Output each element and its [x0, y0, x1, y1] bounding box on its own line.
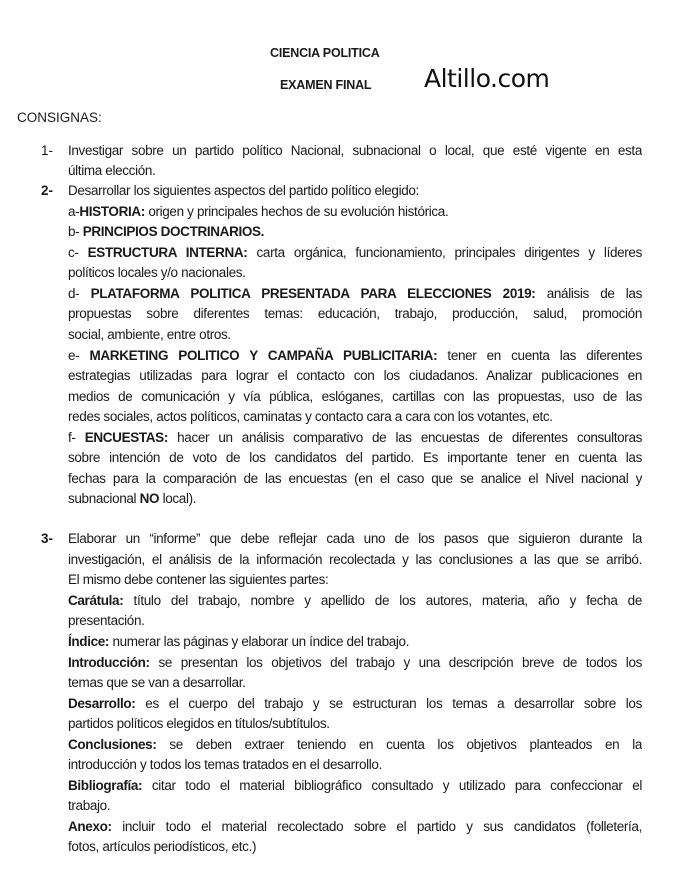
subitem-prefix: d- — [68, 286, 91, 301]
item-3-intro: El mismo debe contener las siguientes partes: — [68, 572, 329, 587]
subitem-prefix: f- — [68, 430, 85, 445]
part-text: incluir todo el material recolectado sobre el partido y sus candidatos (folletería, — [111, 819, 642, 834]
part-caratula-line: presentación. — [68, 613, 145, 628]
subitem-d-line: propuestas sobre diferentes temas: educación, trabajo, producción, salud, promoción — [68, 306, 642, 321]
part-bibliografia — [68, 776, 642, 797]
subitem-e-line: medios de comunicación y vía pública, eslóganes, cartillas con las propuestas, uso de las — [68, 389, 642, 404]
subitem-f-last — [68, 489, 642, 510]
part-conclusiones-line: introducción y todos los temas tratados en el desarrollo. — [68, 757, 382, 772]
subitem-a — [68, 202, 642, 223]
subitem-text: análisis de las — [535, 286, 642, 301]
part-label: Anexo: — [68, 819, 112, 834]
item-1-line: última elección. — [68, 163, 156, 178]
part-text: título del trabajo, nombre y apellido de los autores, materia, año y fecha de — [123, 593, 642, 608]
part-introduccion-line: temas que se van a desarrollar. — [68, 675, 246, 690]
item-number: 3- — [41, 531, 54, 546]
item-number: 2- — [41, 183, 54, 198]
subitem-f-line: sobre intención de voto de los candidatos del partido. Es importante tener en cuenta las — [68, 450, 642, 465]
subitem-label: MARKETING POLITICO Y CAMPAÑA PUBLICITARIA: — [89, 348, 438, 363]
subitem-prefix: e- — [68, 348, 90, 363]
item-1-line: Investigar sobre un partido político Nacional, subnacional o local, que esté vigente en esta — [68, 143, 642, 158]
subitem-label: ENCUESTAS: — [84, 430, 168, 445]
document-subtitle: EXAMEN FINAL — [280, 78, 372, 92]
part-bibliografia-line: trabajo. — [68, 798, 111, 813]
document-title: CIENCIA POLITICA — [270, 46, 380, 60]
item-3-intro: investigación, el análisis de la información recolectada y las conclusiones a las que se arribó. — [68, 552, 642, 567]
subitem-label: HISTORIA: — [79, 204, 145, 219]
subitem-text: hacer un análisis comparativo de las encuestas de diferentes consultoras — [167, 430, 642, 445]
subitem-text: carta orgánica, funcionamiento, principales dirigentes y líderes — [247, 245, 642, 260]
consignas-label: CONSIGNAS: — [17, 110, 102, 125]
subitem-label: PRINCIPIOS DOCTRINARIOS. — [82, 224, 265, 239]
subitem-d-line: social, ambiente, entre otros. — [68, 327, 231, 342]
subitem-prefix: a- — [68, 204, 80, 219]
part-label: Conclusiones: — [68, 737, 157, 752]
subitem-c-line: políticos locales y/o nacionales. — [68, 265, 246, 280]
subitem-prefix: b- — [68, 224, 83, 239]
subitem-prefix: c- — [68, 245, 88, 260]
part-text: se deben extraer teniendo en cuenta los objetivos planteados en la — [156, 737, 642, 752]
subitem-c — [68, 243, 642, 264]
subitem-label: PLATAFORMA POLITICA PRESENTADA PARA ELECCIONES 2019: — [90, 286, 536, 301]
part-desarrollo-line: partidos políticos elegidos en títulos/subtítulos. — [68, 716, 330, 731]
part-desarrollo — [68, 694, 642, 715]
subitem-text: local). — [159, 491, 197, 506]
part-conclusiones — [68, 735, 642, 756]
part-text: se presentan los objetivos del trabajo y una descripción breve de todos los — [149, 655, 642, 670]
watermark-logo: Altillo.com — [424, 64, 550, 93]
part-text: es el cuerpo del trabajo y se estructuran los temas a desarrollar sobre los — [135, 696, 642, 711]
subitem-label: ESTRUCTURA INTERNA: — [87, 245, 248, 260]
subitem-e — [68, 346, 642, 367]
item-3-intro: Elaborar un “informe” que debe reflejar cada uno de los pasos que siguieron durante la — [68, 531, 642, 546]
part-text: citar todo el material bibliográfico consultado y utilizado para confeccionar el — [142, 778, 642, 793]
subitem-e-line: estrategias utilizadas para lograr el contacto con los ciudadanos. Analizar publicaciones en — [68, 368, 642, 383]
part-label: Desarrollo: — [68, 696, 136, 711]
part-indice — [68, 632, 642, 653]
subitem-text: origen y principales hechos de su evolución histórica. — [144, 204, 449, 219]
subitem-f-line: fechas para la comparación de las encuestas (en el caso que se analice el Nivel nacional y — [68, 471, 642, 486]
part-text: numerar las páginas y elaborar un índice del trabajo. — [109, 634, 410, 649]
part-label: Bibliografía: — [68, 778, 143, 793]
emphasis-no: NO — [139, 491, 160, 506]
part-label: Índice: — [68, 634, 110, 649]
part-introduccion — [68, 653, 642, 674]
part-anexo-line: fotos, artículos periodísticos, etc.) — [68, 839, 257, 854]
part-label: Introducción: — [68, 655, 150, 670]
subitem-d — [68, 284, 642, 305]
subitem-text: tener en cuenta las diferentes — [437, 348, 642, 363]
item-number: 1- — [41, 143, 54, 158]
part-caratula — [68, 591, 642, 612]
subitem-e-line: redes sociales, actos políticos, caminatas y contacto cara a cara con los votantes, etc. — [68, 409, 553, 424]
subitem-b — [68, 222, 642, 243]
item-2-intro: Desarrollar los siguientes aspectos del partido político elegido: — [68, 183, 419, 198]
part-label: Carátula: — [68, 593, 124, 608]
part-anexo — [68, 817, 642, 838]
subitem-f — [68, 428, 642, 449]
subitem-text: subnacional — [68, 491, 140, 506]
